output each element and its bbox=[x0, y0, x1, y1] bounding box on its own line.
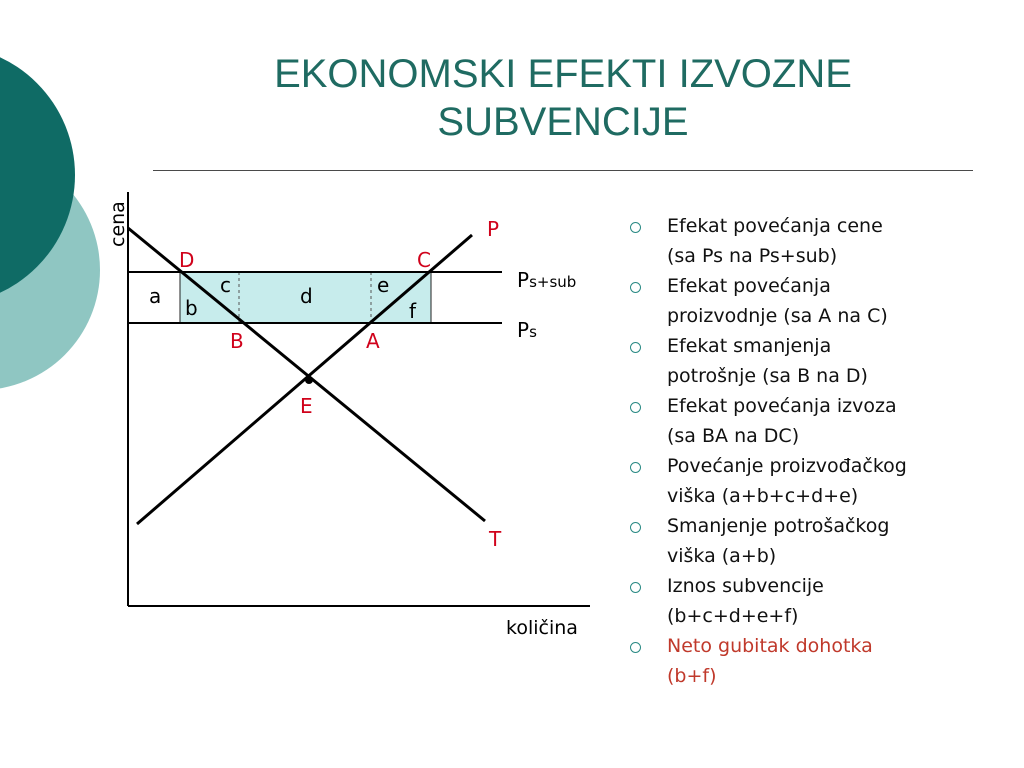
title-divider bbox=[153, 170, 973, 171]
bullet-circle-icon bbox=[630, 642, 641, 653]
list-item bbox=[625, 451, 1015, 511]
point-label-a: A bbox=[366, 329, 380, 353]
demand-label: T bbox=[489, 527, 502, 551]
list-item bbox=[625, 571, 1015, 631]
list-item-line-2: viška (a+b) bbox=[667, 545, 777, 567]
point-label-d: D bbox=[179, 248, 195, 272]
area-label-b: b bbox=[185, 296, 198, 320]
list-item-line-2: proizvodnje (sa A na C) bbox=[667, 305, 888, 327]
bullet-circle-icon bbox=[630, 342, 641, 353]
list-item bbox=[625, 271, 1015, 331]
bullet-circle-icon bbox=[630, 402, 641, 413]
list-item-net-loss bbox=[625, 631, 1015, 691]
price-label-ps-sub bbox=[517, 268, 576, 292]
price-ps-main: P bbox=[517, 318, 530, 342]
bullet-circle-icon bbox=[630, 462, 641, 473]
list-item-line-1: Efekat povećanja izvoza bbox=[667, 395, 897, 417]
list-item-line-1: Neto gubitak dohotka bbox=[667, 635, 873, 657]
y-axis-label: cena bbox=[107, 201, 129, 247]
supply-label: P bbox=[487, 217, 500, 241]
list-item bbox=[625, 211, 1015, 271]
list-item-line-1: Smanjenje potrošačkog bbox=[667, 515, 890, 537]
equilibrium-dot bbox=[305, 376, 313, 384]
list-item-line-2: potrošnje (sa B na D) bbox=[667, 365, 868, 387]
area-label-e: e bbox=[377, 273, 390, 297]
list-item bbox=[625, 511, 1015, 571]
point-label-b: B bbox=[230, 329, 244, 353]
list-item bbox=[625, 331, 1015, 391]
title-line-1: EKONOMSKI EFEKTI IZVOZNE bbox=[274, 52, 852, 96]
area-label-d: d bbox=[300, 284, 313, 308]
list-item-line-1: Povećanje proizvođačkog bbox=[667, 455, 907, 477]
effects-list bbox=[625, 211, 1015, 691]
list-item-line-1: Efekat povećanja cene bbox=[667, 215, 883, 237]
list-item-line-1: Efekat povećanja bbox=[667, 275, 831, 297]
slide-title bbox=[155, 50, 971, 146]
export-subsidy-diagram bbox=[100, 180, 620, 650]
list-item-line-1: Iznos subvencije bbox=[667, 575, 824, 597]
area-label-c: c bbox=[220, 273, 231, 297]
list-item-line-2: (sa Ps na Ps+sub) bbox=[667, 245, 838, 267]
title-line-2: SUBVENCIJE bbox=[437, 100, 689, 144]
bullet-circle-icon bbox=[630, 522, 641, 533]
bullet-circle-icon bbox=[630, 582, 641, 593]
list-item-line-2: viška (a+b+c+d+e) bbox=[667, 485, 859, 507]
list-item bbox=[625, 391, 1015, 451]
list-item-line-1: Efekat smanjenja bbox=[667, 335, 832, 357]
area-label-a: a bbox=[149, 284, 162, 308]
area-label-f: f bbox=[409, 299, 417, 323]
list-item-line-2: (b+f) bbox=[667, 665, 717, 687]
price-ps-sub-suffix: s+sub bbox=[529, 273, 577, 291]
x-axis-label: količina bbox=[506, 617, 578, 639]
list-item-line-2: (b+c+d+e+f) bbox=[667, 605, 799, 627]
price-ps-suffix: s bbox=[529, 323, 537, 341]
price-label-ps bbox=[517, 318, 537, 342]
price-ps-sub-main: P bbox=[517, 268, 530, 292]
point-label-e: E bbox=[300, 394, 313, 418]
point-label-c: C bbox=[417, 248, 431, 272]
list-item-line-2: (sa BA na DC) bbox=[667, 425, 800, 447]
bullet-circle-icon bbox=[630, 282, 641, 293]
bullet-circle-icon bbox=[630, 222, 641, 233]
